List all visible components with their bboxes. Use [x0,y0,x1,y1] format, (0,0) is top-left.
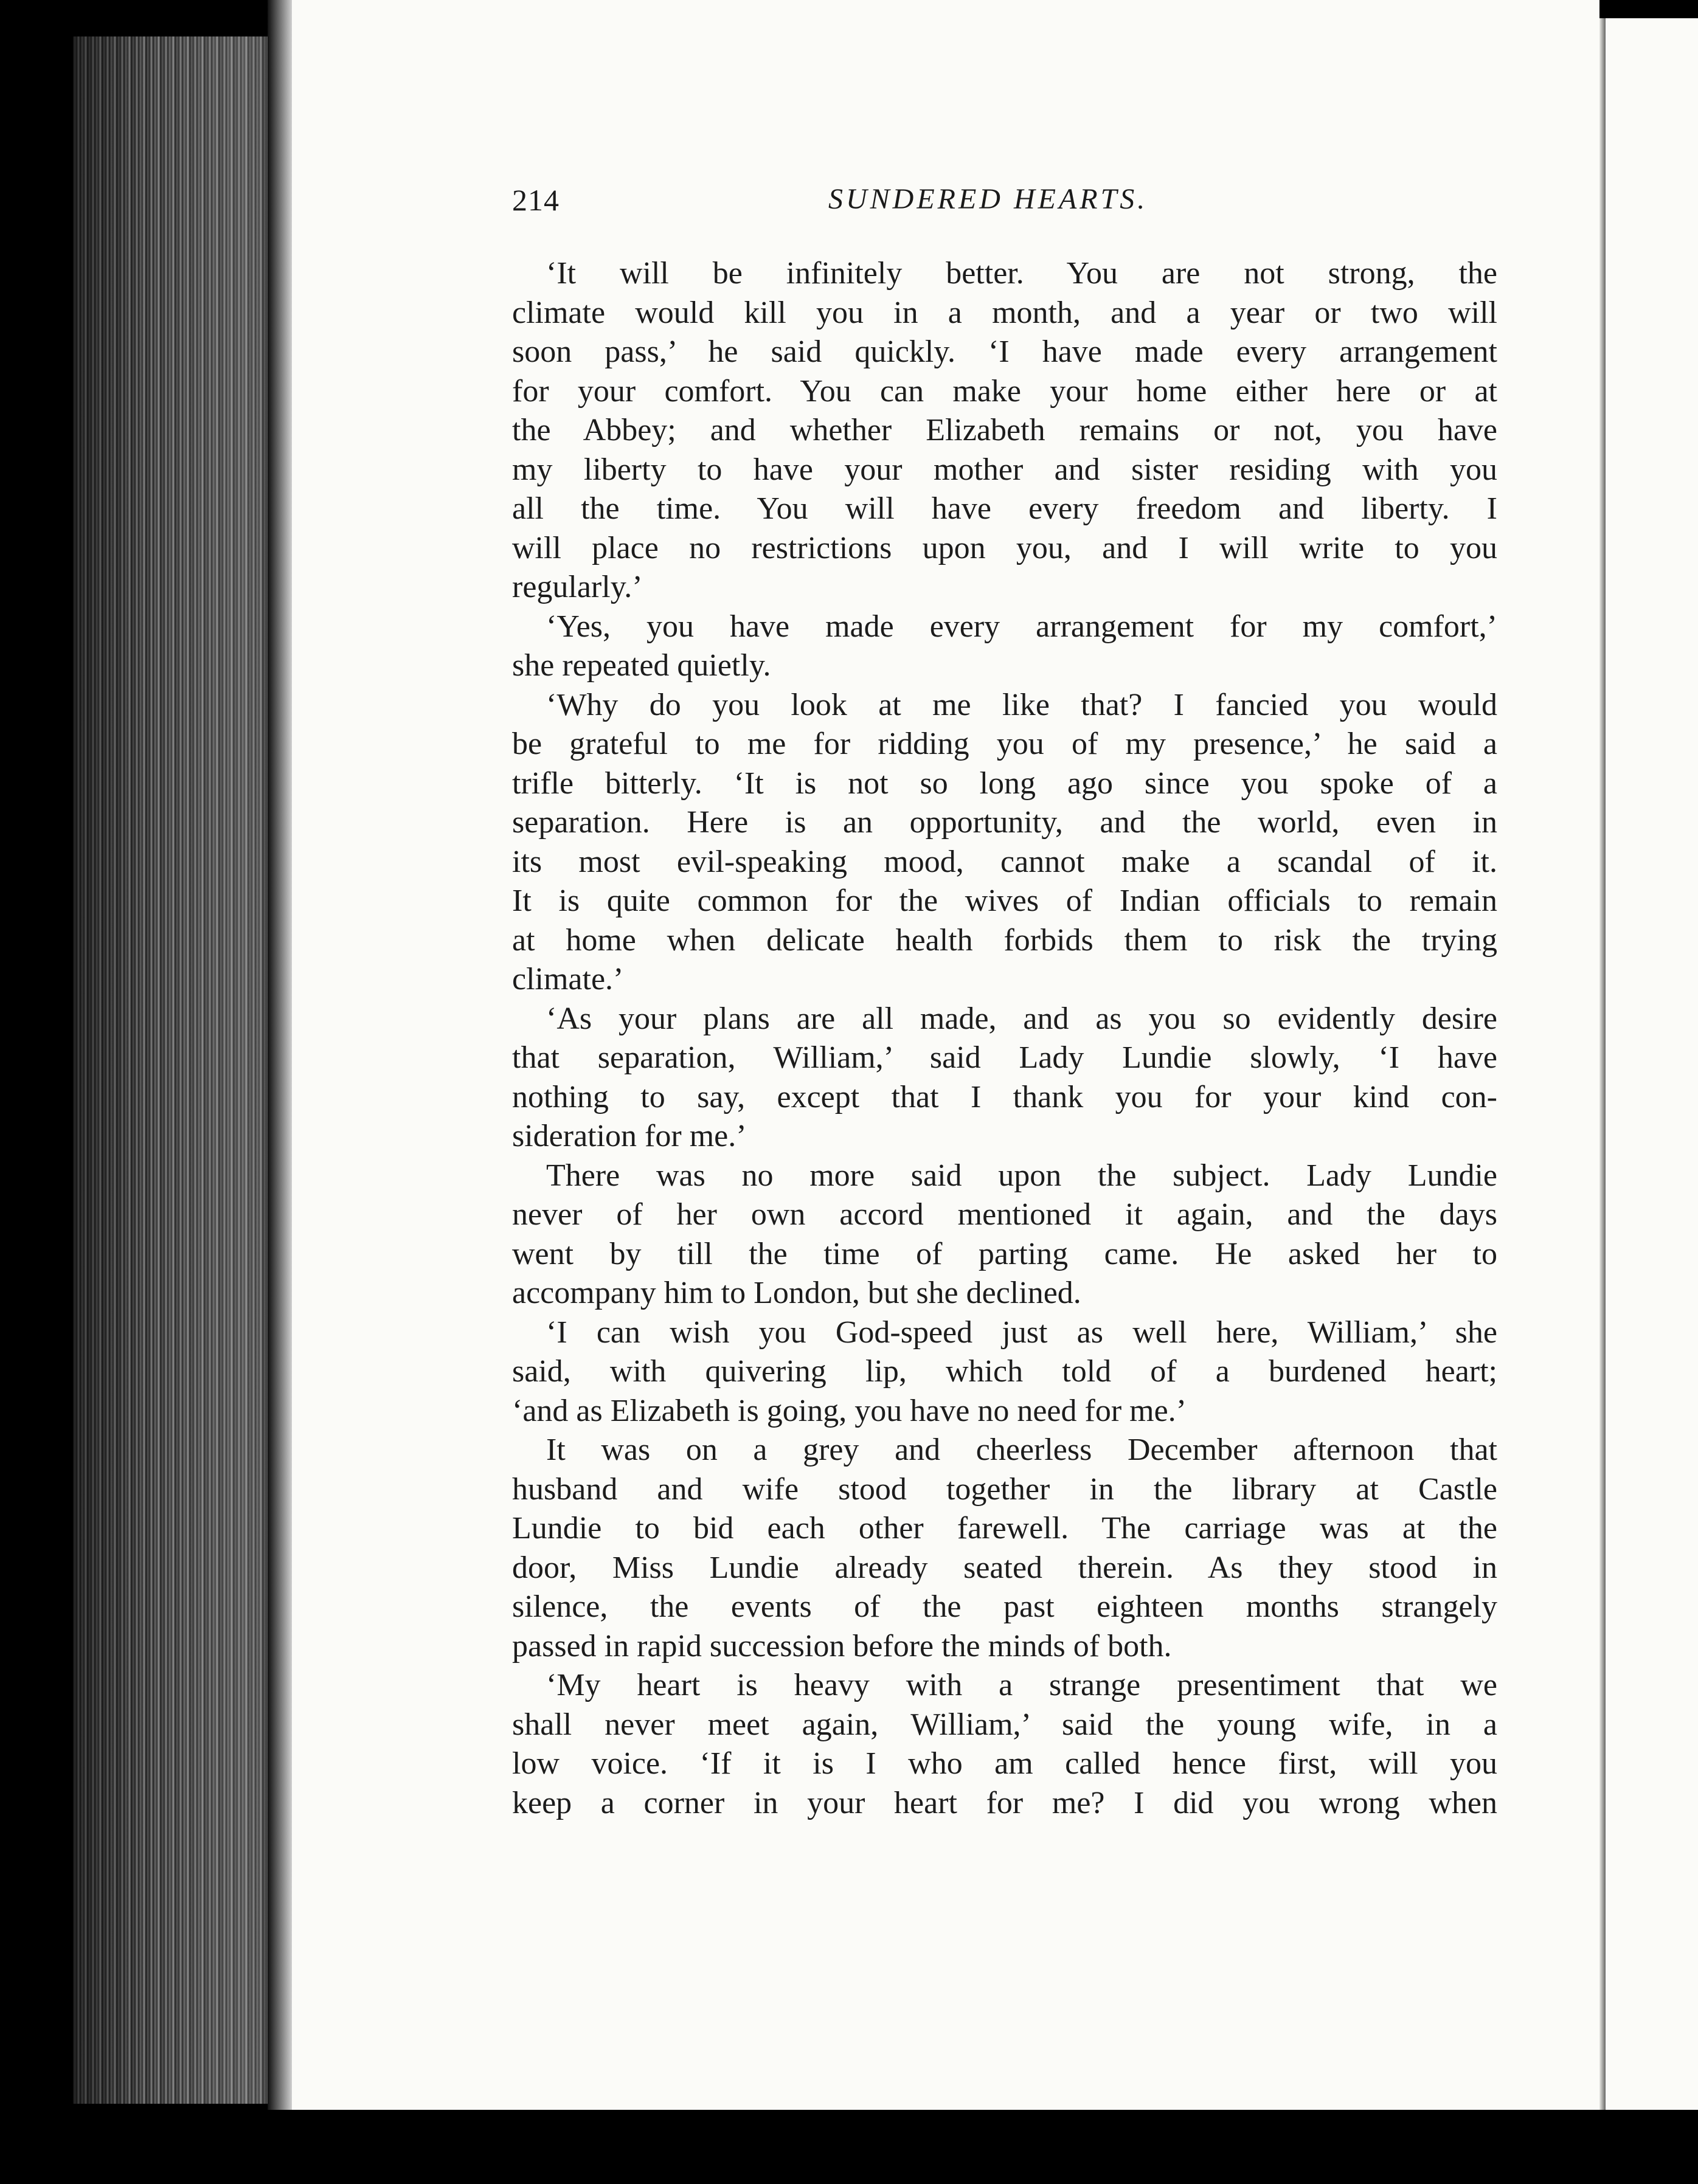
text-line: ‘It will be infinitely better. You are not strong, the [546,256,1497,291]
text-line: will place no restrictions upon you, and I will write to you [512,530,1497,565]
text-line: silence, the events of the past eighteen months strangely [512,1589,1497,1624]
text-line: husband and wife stood together in the library at Castle [512,1471,1497,1507]
text-line: she repeated quietly. [512,648,771,683]
text-line: that separation, William,’ said Lady Lundie slowly, ‘I have [512,1040,1497,1075]
text-line: It was on a grey and cheerless December afternoon that [546,1432,1497,1467]
text-line: its most evil-speaking mood, cannot make a scandal of it. [512,844,1497,879]
text-line: ‘I can wish you God-speed just as well here, William,’ she [546,1315,1497,1350]
text-line: keep a corner in your heart for me? I did you wrong when [512,1785,1497,1820]
text-line: never of her own accord mentioned it again, and the days [512,1197,1497,1232]
text-line: ‘and as Elizabeth is going, you have no need for me.’ [512,1393,1187,1428]
next-page-edge [1606,18,1698,2110]
text-line: It is quite common for the wives of Indian officials to remain [512,883,1497,918]
text-line: door, Miss Lundie already seated therein. As they stood in [512,1550,1497,1585]
text-line: the Abbey; and whether Elizabeth remains or not, you have [512,413,1497,448]
text-line: ‘As your plans are all made, and as you so evidently desire [546,1001,1497,1036]
body-text [512,254,1497,1823]
running-head [512,182,1205,231]
text-line: ‘My heart is heavy with a strange presentiment that we [546,1668,1497,1702]
text-line: accompany him to London, but she declined. [512,1276,1081,1310]
text-line: shall never meet again, William,’ said the young wife, in a [512,1707,1497,1742]
text-line: went by till the time of parting came. He asked her to [512,1236,1497,1271]
text-line: my liberty to have your mother and sister residing with you [512,452,1497,487]
text-line: for your comfort. You can make your home either here or at [512,373,1497,409]
text-line: climate would kill you in a month, and a year or two will [512,295,1497,330]
running-title: SUNDERED HEARTS. [828,183,1148,215]
text-line: passed in rapid succession before the minds of both. [512,1628,1172,1664]
text-line: sideration for me.’ [512,1119,747,1153]
text-line: climate.’ [512,962,624,997]
page-number: 214 [512,183,560,217]
text-line: regularly.’ [512,570,643,604]
text-line: Lundie to bid each other farewell. The carriage was at the [512,1511,1497,1546]
text-line: There was no more said upon the subject. Lady Lundie [546,1158,1497,1193]
book-fore-edge [73,36,292,2104]
text-line: at home when delicate health forbids them to risk the trying [512,922,1497,958]
text-line: trifle bitterly. ‘It is not so long ago since you spoke of a [512,765,1497,801]
text-line: low voice. ‘If it is I who am called hence first, will you [512,1746,1497,1781]
text-line: soon pass,’ he said quickly. ‘I have made every arrangement [512,334,1497,369]
text-line: ‘Yes, you have made every arrangement for my comfort,’ [546,609,1497,644]
page-gutter-shadow [268,0,292,2116]
text-line: ‘Why do you look at me like that? I fancied you would [546,687,1497,722]
text-line: said, with quivering lip, which told of a burdened heart; [512,1354,1497,1389]
text-line: nothing to say, except that I thank you for your kind con- [512,1079,1497,1114]
text-line: all the time. You will have every freedom and liberty. I [512,491,1497,526]
scan-bottom-border [0,2110,1698,2184]
text-line: be grateful to me for ridding you of my presence,’ he said a [512,727,1497,761]
text-line: separation. Here is an opportunity, and the world, even in [512,805,1497,840]
